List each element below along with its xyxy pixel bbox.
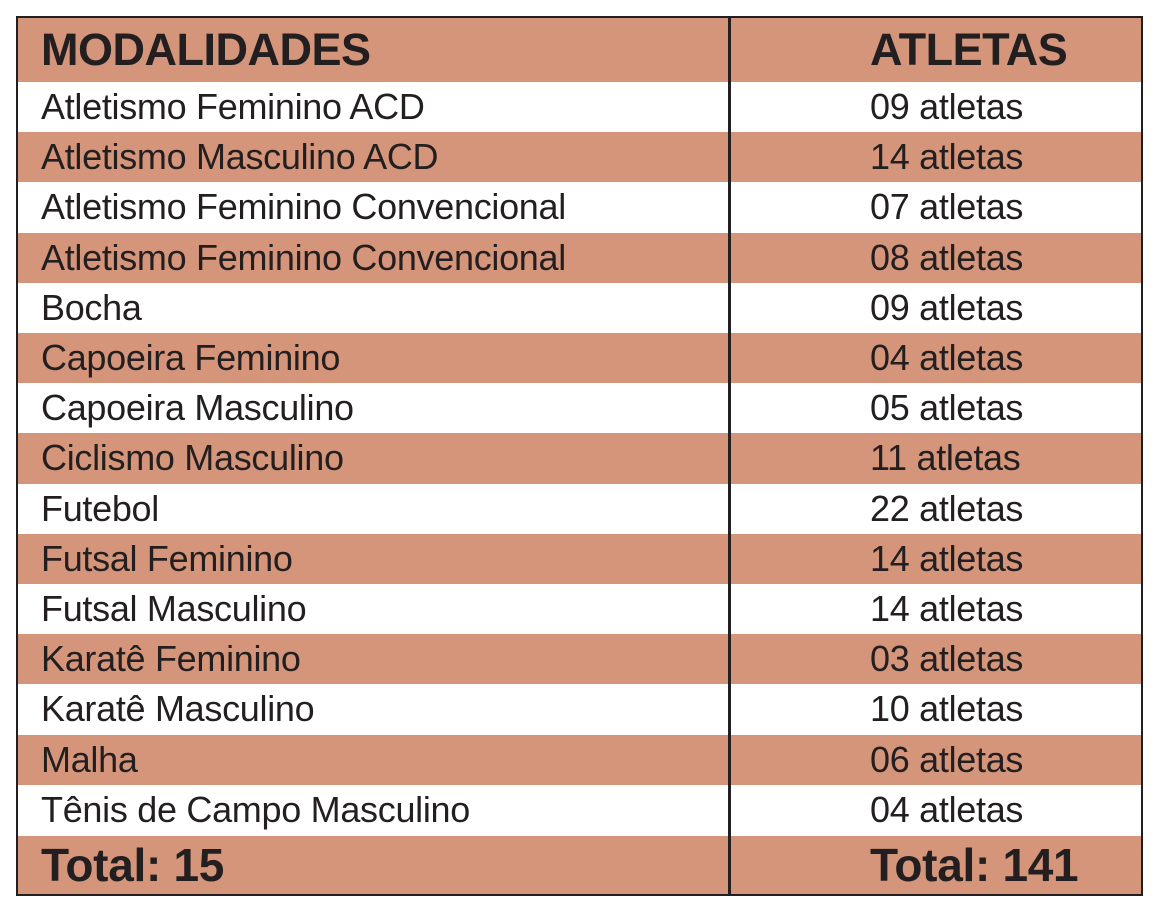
modalidade-cell: Futsal Masculino: [41, 588, 307, 630]
modalidade-cell: Bocha: [41, 286, 142, 328]
table-row: [18, 484, 1141, 534]
modalidade-cell: Capoeira Masculino: [41, 387, 354, 429]
table-row: [18, 383, 1141, 433]
table-row: [18, 433, 1141, 483]
atletas-cell: 07 atletas: [870, 186, 1024, 228]
header-atletas: ATLETAS: [870, 24, 1068, 75]
modalidade-cell: Malha: [41, 738, 138, 780]
table-row: [18, 283, 1141, 333]
atletas-cell: 04 atletas: [870, 788, 1024, 830]
athletes-table: [16, 16, 1143, 896]
table-row: [18, 534, 1141, 584]
atletas-cell: 09 atletas: [870, 286, 1024, 328]
modalidade-cell: Karatê Masculino: [41, 688, 315, 730]
atletas-cell: 09 atletas: [870, 86, 1024, 128]
table-row: [18, 182, 1141, 232]
table-row: [18, 634, 1141, 684]
modalidade-cell: Tênis de Campo Masculino: [41, 788, 471, 830]
atletas-cell: 10 atletas: [870, 688, 1024, 730]
header-modalidades: MODALIDADES: [41, 24, 371, 75]
atletas-cell: 14 atletas: [870, 136, 1024, 178]
table-row: [18, 82, 1141, 132]
atletas-cell: 14 atletas: [870, 537, 1024, 579]
atletas-cell: 03 atletas: [870, 638, 1024, 680]
table-row: [18, 233, 1141, 283]
modalidade-cell: Futsal Feminino: [41, 537, 293, 579]
table-row: [18, 333, 1141, 383]
total-atletas: Total: 141: [870, 839, 1079, 891]
modalidade-cell: Karatê Feminino: [41, 638, 301, 680]
column-divider: [728, 18, 731, 894]
atletas-cell: 14 atletas: [870, 588, 1024, 630]
modalidade-cell: Atletismo Masculino ACD: [41, 136, 439, 178]
table-row: [18, 584, 1141, 634]
table-row: [18, 735, 1141, 785]
modalidade-cell: Atletismo Feminino ACD: [41, 86, 425, 128]
modalidade-cell: Capoeira Feminino: [41, 337, 341, 379]
header-row: [18, 18, 1141, 82]
modalidade-cell: Atletismo Feminino Convencional: [41, 186, 566, 228]
atletas-cell: 22 atletas: [870, 487, 1024, 529]
atletas-cell: 11 atletas: [870, 437, 1021, 479]
total-row: [18, 836, 1141, 894]
atletas-cell: 05 atletas: [870, 387, 1024, 429]
modalidade-cell: Ciclismo Masculino: [41, 437, 344, 479]
atletas-cell: 04 atletas: [870, 337, 1024, 379]
table-row: [18, 684, 1141, 734]
table-row: [18, 785, 1141, 835]
atletas-cell: 06 atletas: [870, 738, 1024, 780]
total-modalidades: Total: 15: [41, 839, 225, 891]
atletas-cell: 08 atletas: [870, 236, 1024, 278]
table-row: [18, 132, 1141, 182]
modalidade-cell: Atletismo Feminino Convencional: [41, 236, 566, 278]
modalidade-cell: Futebol: [41, 487, 159, 529]
